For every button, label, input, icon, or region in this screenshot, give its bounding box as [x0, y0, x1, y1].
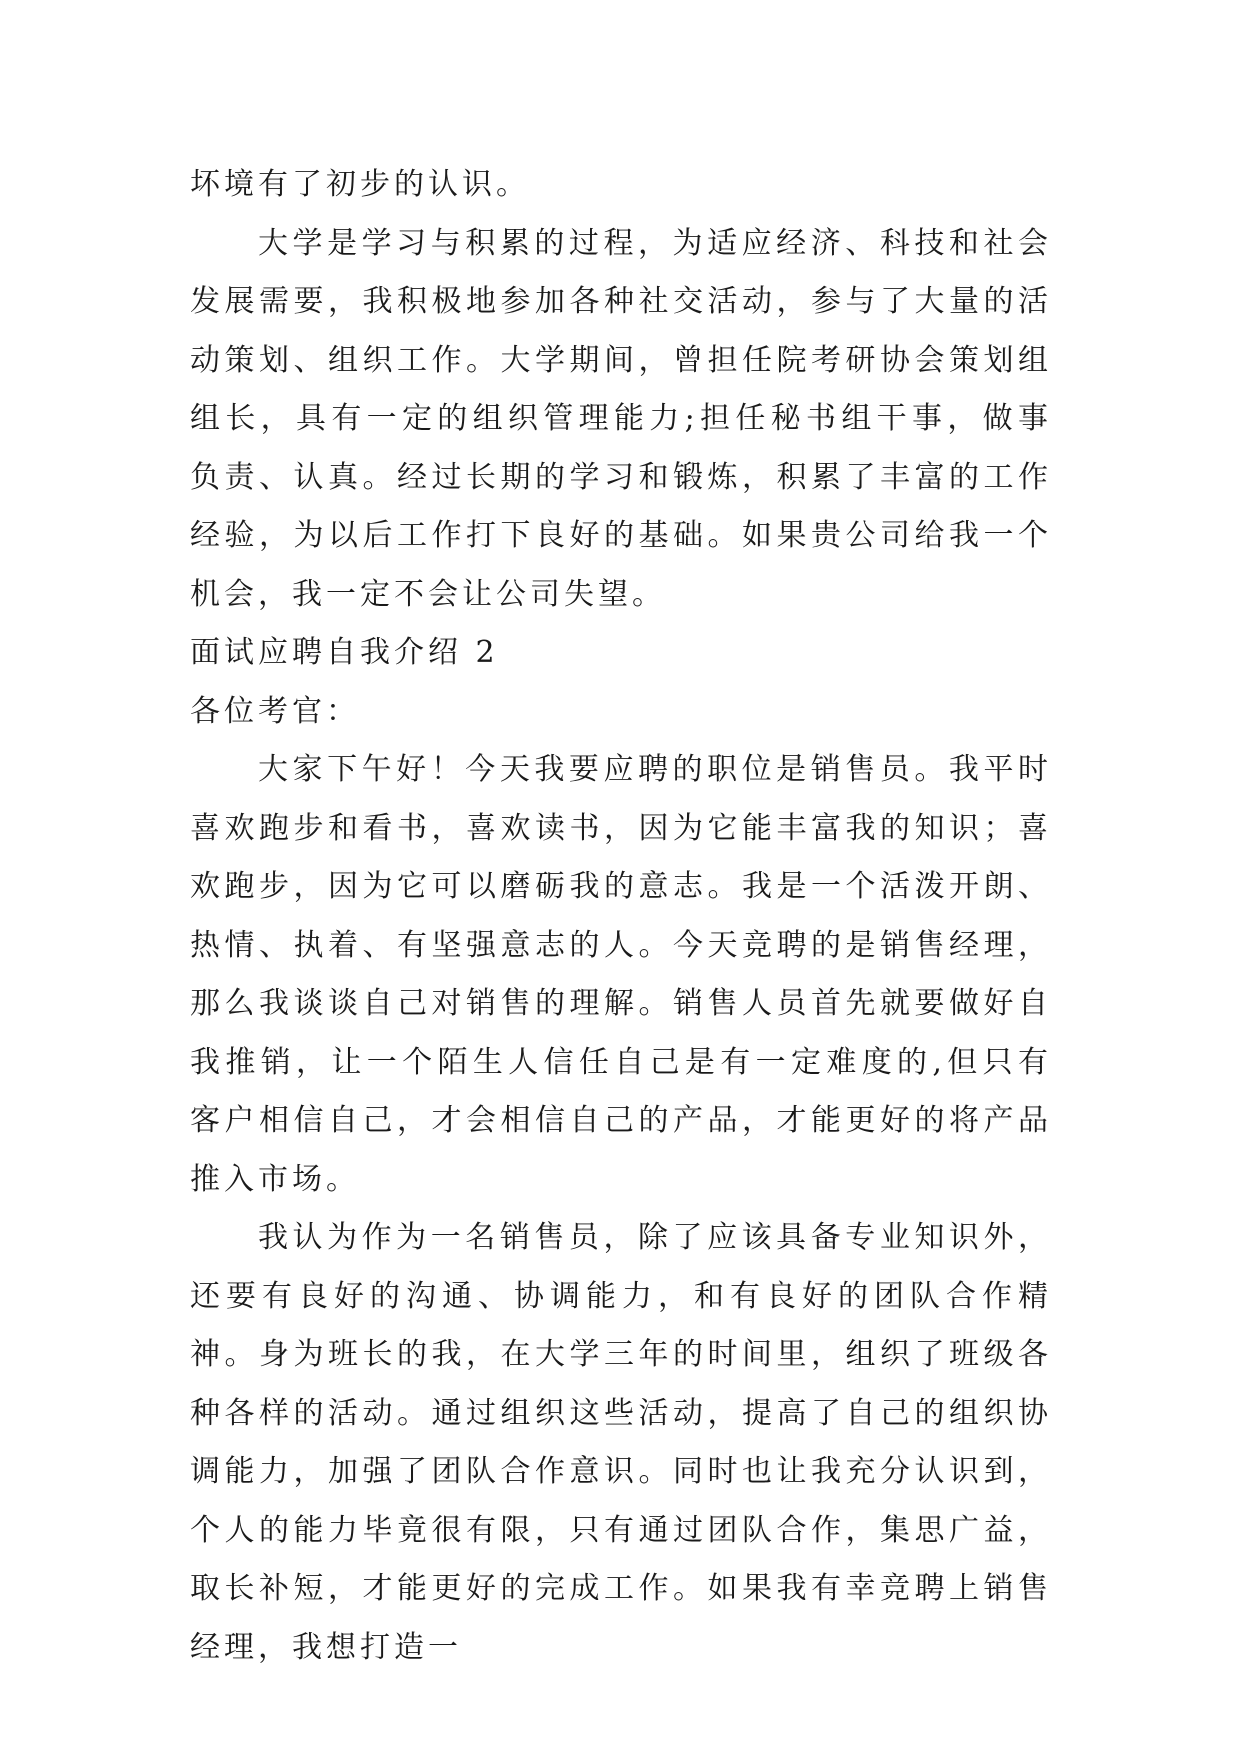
paragraph-sales-view: 我认为作为一名销售员，除了应该具备专业知识外，还要有良好的沟通、协调能力，和有良好的团队合作精神。身为班长的我，在大学三年的时间里，组织了班级各种各样的活动。通过组织这些活动，提高了自己的组织协调能力，加强了团队合作意识。同时也让我充分认识到，个人的能力毕竟很有限，只有通过团队合作，集思广益，取长补短，才能更好的完成工作。如果我有幸竞聘上销售经理，我想打造一 — [190, 1220, 1052, 1665]
section-heading: 面试应聘自我介绍 2 — [190, 635, 499, 670]
salutation: 各位考官： — [190, 693, 360, 729]
paragraph-introduction: 大家下午好！今天我要应聘的职位是销售员。我平时喜欢跑步和看书，喜欢读书，因为它能丰富我的知识；喜欢跑步，因为它可以磨砺我的意志。我是一个活泼开朗、热情、执着、有坚强意志的人。今天竞聘的是销售经理，那么我谈谈自己对销售的理解。销售人员首先就要做好自我推销，让一个陌生人信任自己是有一定难度的,但只有客户相信自己，才会相信自己的产品，才能更好的将产品推入市场。 — [190, 752, 1052, 1197]
paragraph-university-experience: 大学是学习与积累的过程，为适应经济、科技和社会发展需要，我积极地参加各种社交活动，参与了大量的活动策划、组织工作。大学期间，曾担任院考研协会策划组组长，具有一定的组织管理能力;担任秘书组干事，做事负责、认真。经过长期的学习和锻炼，积累了丰富的工作经验，为以后工作打下良好的基础。如果贵公司给我一个机会，我一定不会让公司失望。 — [190, 225, 1052, 612]
document-body — [190, 156, 1052, 1677]
paragraph-continuation: 坏境有了初步的认识。 — [190, 167, 530, 202]
